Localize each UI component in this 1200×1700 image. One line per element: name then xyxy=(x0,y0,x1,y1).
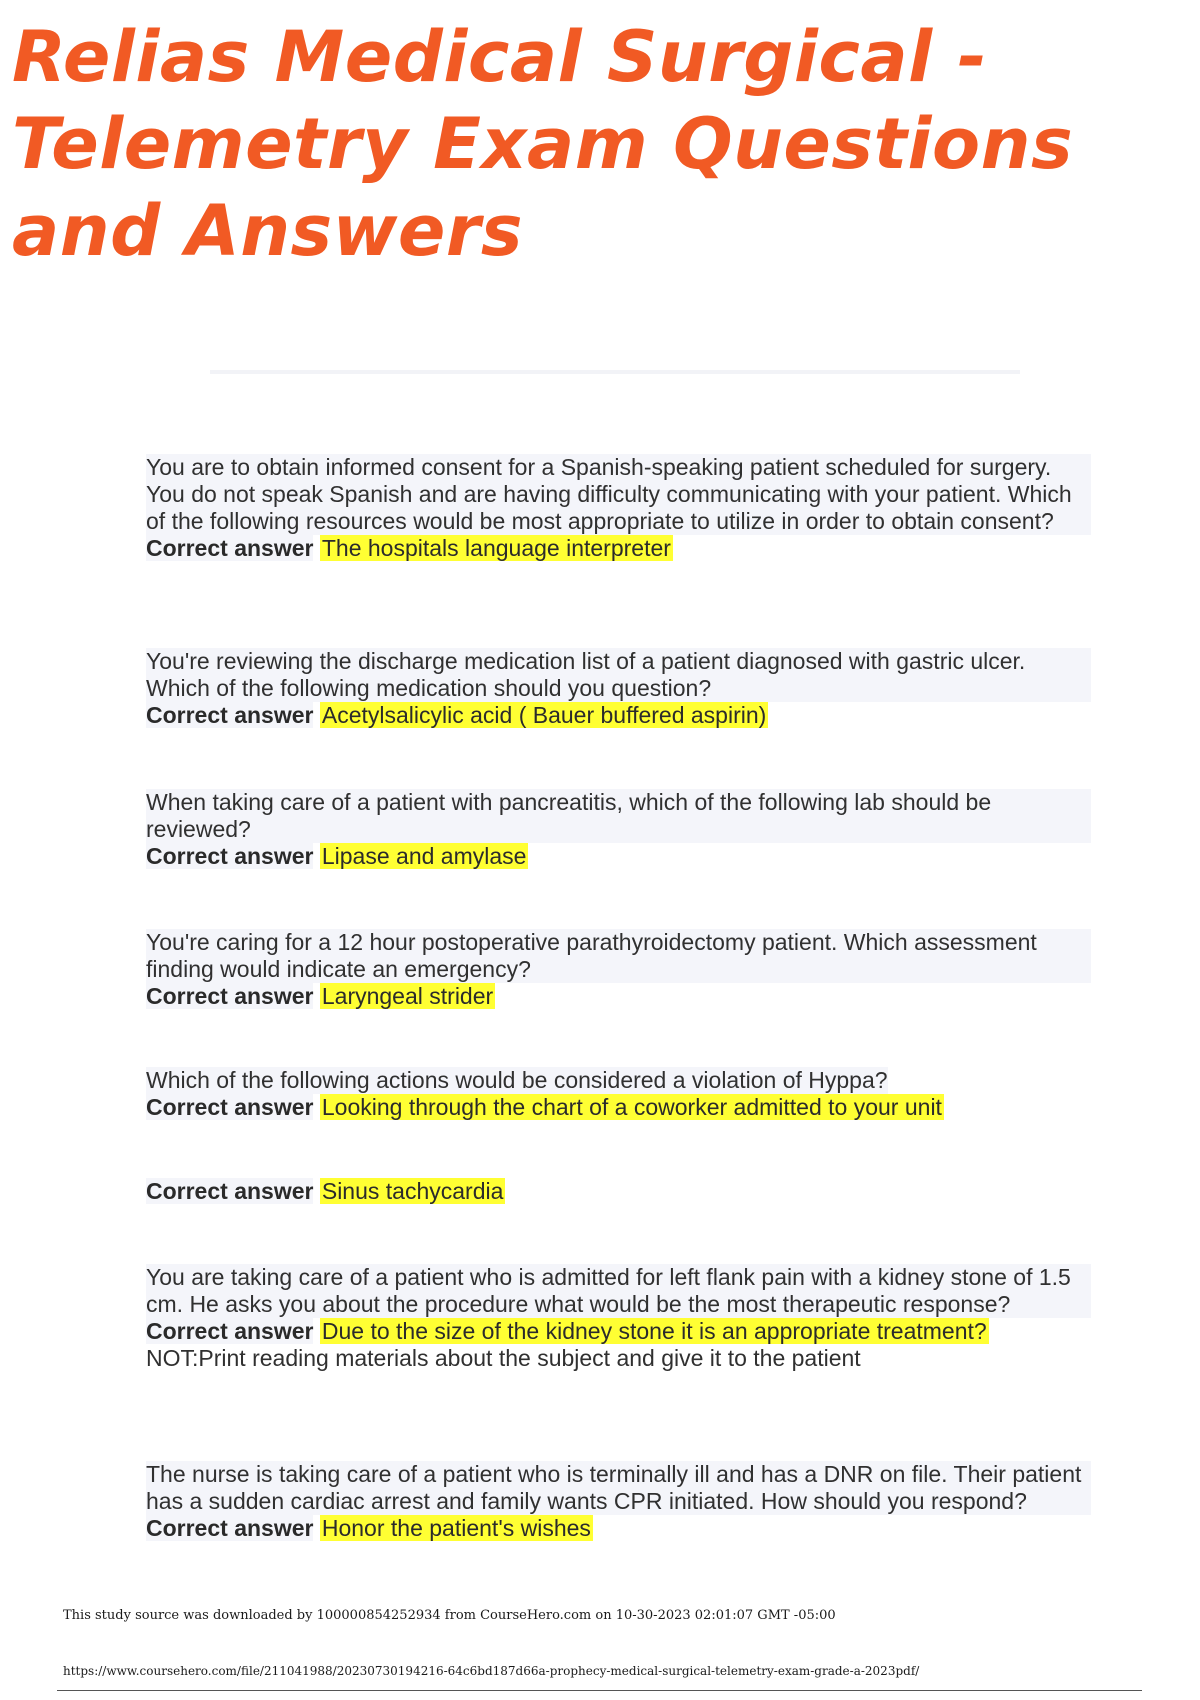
correct-answer-label: Correct answer xyxy=(146,1178,314,1204)
answer-line xyxy=(146,843,1096,870)
correct-answer-label: Correct answer xyxy=(146,843,314,869)
correct-answer-label: Correct answer xyxy=(146,1318,314,1344)
correct-answer-text: Acetylsalicylic acid ( Bauer buffered aspirin) xyxy=(321,702,767,728)
correct-answer-label: Correct answer xyxy=(146,702,314,728)
question-text: Which of the following actions would be considered a violation of Hyppa? xyxy=(146,1067,888,1093)
correct-answer-label: Correct answer xyxy=(146,1515,314,1541)
footer-divider xyxy=(57,1690,1142,1691)
qa-item xyxy=(146,648,1096,729)
answer-line xyxy=(146,1094,1096,1121)
qa-item xyxy=(146,929,1096,1010)
question-text: You are taking care of a patient who is admitted for left flank pain with a kidney stone of 1.5 cm. He asks you about the procedure what would be the most therapeutic response? xyxy=(146,1264,1091,1318)
question-text: The nurse is taking care of a patient who is terminally ill and has a DNR on file. Their patient has a sudden cardiac arrest and family wants CPR initiated. How should you respond? xyxy=(146,1461,1091,1515)
answer-line xyxy=(146,1515,1096,1542)
question-text: You're caring for a 12 hour postoperative parathyroidectomy patient. Which assessment finding would indicate an emergency? xyxy=(146,929,1091,983)
answer-line xyxy=(146,1318,1096,1345)
answer-line xyxy=(146,1178,1096,1205)
qa-item xyxy=(146,1178,1096,1205)
correct-answer-text: Honor the patient's wishes xyxy=(321,1515,591,1541)
qa-item xyxy=(146,1067,1096,1121)
correct-answer-text: Due to the size of the kidney stone it is an appropriate treatment? xyxy=(321,1318,987,1344)
qa-item xyxy=(146,1264,1096,1372)
correct-answer-text: Lipase and amylase xyxy=(321,843,527,869)
correct-answer-text: Looking through the chart of a coworker admitted to your unit xyxy=(321,1094,942,1120)
answer-line xyxy=(146,983,1096,1010)
answer-line xyxy=(146,535,1096,562)
footer-url[interactable]: https://www.coursehero.com/file/211041988/20230730194216-64c6bd187d66a-prophecy-medical-surgical-telemetry-exam-grade-a-2023pdf/ xyxy=(63,1664,920,1678)
correct-answer-text: The hospitals language interpreter xyxy=(321,535,671,561)
answer-note: NOT:Print reading materials about the subject and give it to the patient xyxy=(146,1345,861,1371)
question-text: You're reviewing the discharge medication list of a patient diagnosed with gastric ulcer. Which of the following medication should you question? xyxy=(146,648,1091,702)
qa-item xyxy=(146,1461,1096,1542)
question-text: When taking care of a patient with pancreatitis, which of the following lab should be reviewed? xyxy=(146,789,1091,843)
answer-line xyxy=(146,702,1096,729)
qa-item xyxy=(146,454,1096,562)
footer-source-note: This study source was downloaded by 100000854252934 from CourseHero.com on 10-30-2023 02:01:07 GMT -05:00 xyxy=(63,1608,836,1623)
correct-answer-label: Correct answer xyxy=(146,1094,314,1120)
correct-answer-text: Laryngeal strider xyxy=(321,983,494,1009)
document-title: Relias Medical Surgical -Telemetry Exam Questions and Answers xyxy=(12,16,1074,272)
correct-answer-label: Correct answer xyxy=(146,983,314,1009)
question-text: You are to obtain informed consent for a Spanish-speaking patient scheduled for surgery. You do not speak Spanish and are having difficulty communicating with your patient. Which of the following resources would be most appropriate to utilize in order to obtain consent? xyxy=(146,454,1091,535)
qa-item xyxy=(146,789,1096,870)
faint-divider xyxy=(210,370,1020,374)
correct-answer-label: Correct answer xyxy=(146,535,314,561)
correct-answer-text: Sinus tachycardia xyxy=(321,1178,504,1204)
